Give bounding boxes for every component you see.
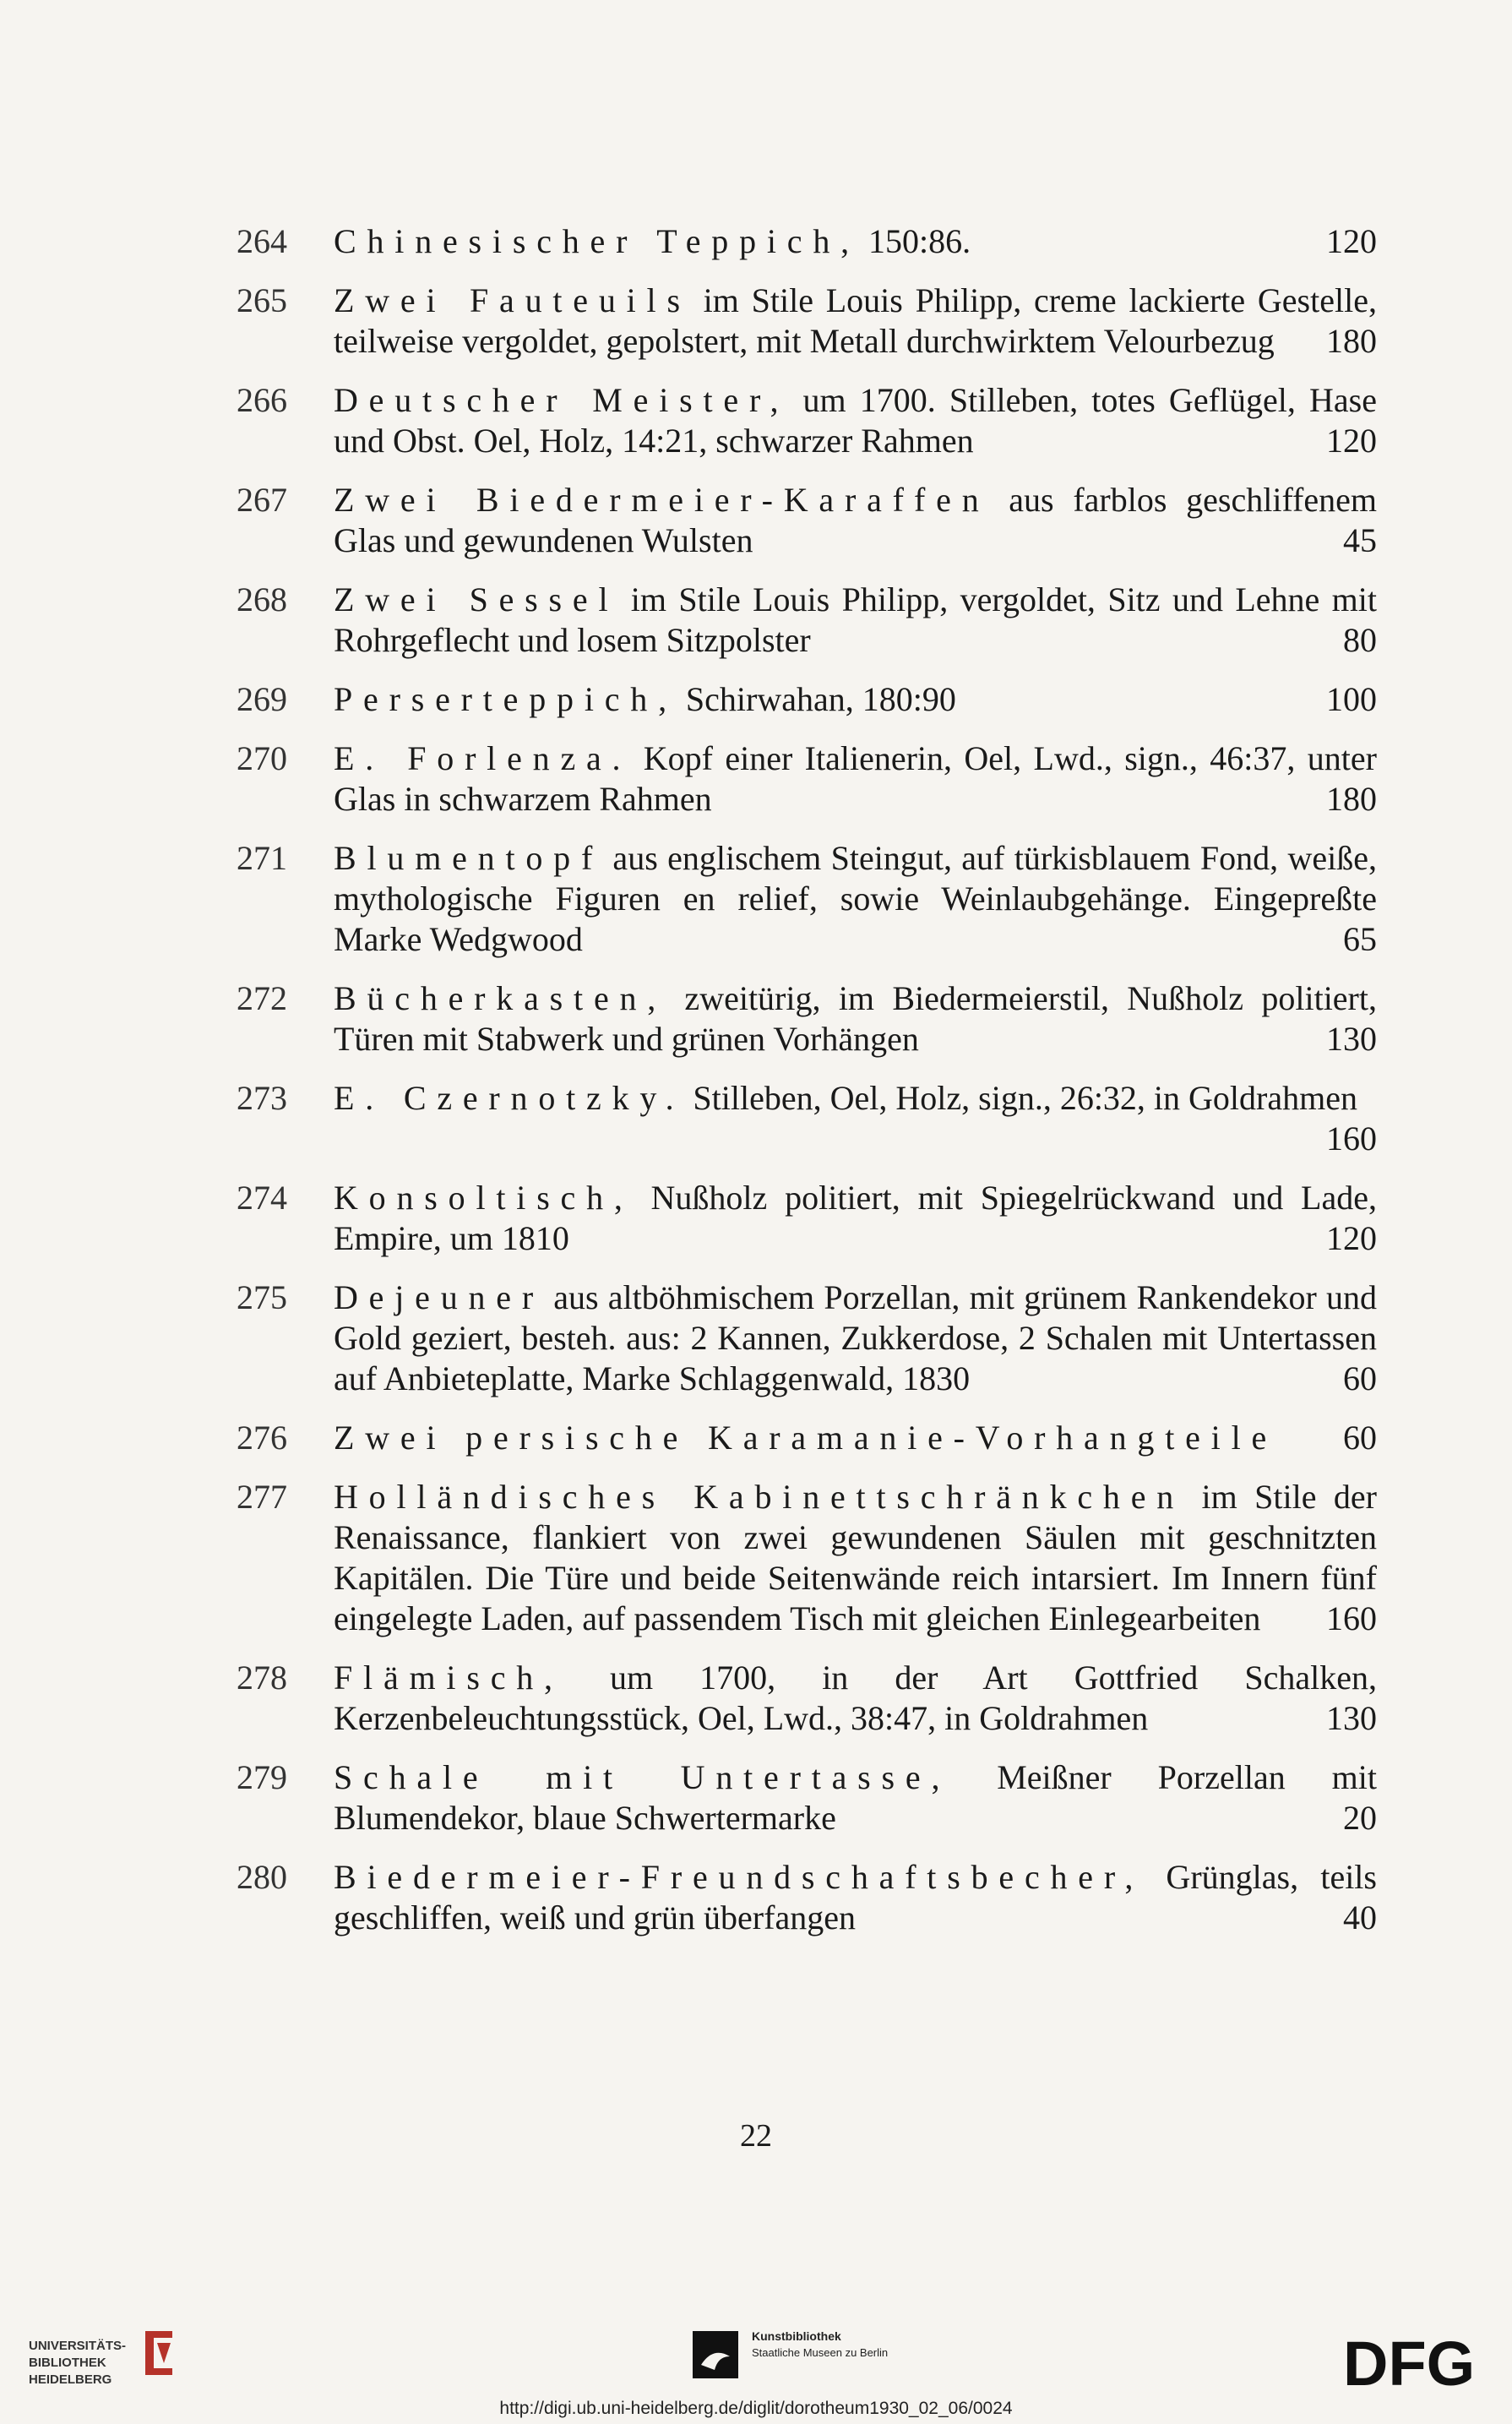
lot-text: Meißner Porzellan mit Blumendekor, blaue Schwertermarke	[334, 1758, 1378, 1837]
lot-number: 269	[237, 680, 287, 718]
lot-number: 267	[237, 481, 287, 519]
lot-description	[334, 1078, 1377, 1159]
lot-title: Dejeuner	[334, 1278, 544, 1316]
lot-text: Schirwahan, 180:90	[677, 680, 956, 718]
lot-text: 150:86.	[859, 222, 971, 260]
lot-price: 180	[1326, 322, 1377, 360]
lot-title: E. Forlenza.	[334, 739, 632, 777]
lot-price: 180	[1326, 780, 1377, 818]
lot-price: 45	[1343, 521, 1377, 559]
catalog-entry	[237, 1277, 1377, 1399]
lot-text: aus englischem Steingut, auf türkisblauem Fond, weiße, mythologische Figuren en relief, sowie Weinlaubgehänge. Eingepreßte Marke Wedgwood	[334, 839, 1377, 958]
catalog-entry	[237, 738, 1377, 820]
lot-text: aus altböhmischem Porzellan, mit grünem Rankendekor und Gold geziert, besteh. aus: 2 Kannen, Zukkerdose, 2 Schalen mit Untertassen auf Anbieteplatte, Marke Schlaggenwald, 1830	[334, 1278, 1377, 1397]
lot-description	[334, 1277, 1377, 1399]
lot-text: Kopf einer Italienerin, Oel, Lwd., sign., 46:37, unter Glas in schwarzem Rahmen	[334, 739, 1377, 818]
lot-text: um 1700. Stilleben, totes Geflügel, Hase und Obst. Oel, Holz, 14:21, schwarzer Rahmen	[334, 381, 1377, 460]
lot-description	[334, 1477, 1377, 1639]
lot-number: 279	[237, 1758, 287, 1796]
lot-price: 120	[1326, 1219, 1377, 1257]
lot-description	[334, 480, 1377, 561]
catalog-entry	[237, 380, 1377, 461]
lot-text: im Stile der Renaissance, flankiert von zwei gewundenen Säulen mit geschnitzten Kapitälen. Die Türe und beide Seitenwände reich intarsiert. Im Innern fünf eingelegte Laden, auf passendem Tisch mit gleichen Einlegearbeiten	[334, 1478, 1377, 1637]
lot-text: aus farblos geschliffenem Glas und gewundenen Wulsten	[334, 481, 1377, 559]
lot-number: 278	[237, 1659, 287, 1697]
catalog-entry	[237, 221, 1377, 262]
lot-description	[334, 1418, 1377, 1458]
catalog-entry	[237, 838, 1377, 960]
catalog-entry	[237, 1178, 1377, 1259]
lot-number: 268	[237, 580, 287, 618]
lot-description	[334, 380, 1377, 461]
lot-price: 60	[1343, 1359, 1377, 1397]
lot-title: Deutscher Meister,	[334, 381, 790, 419]
catalog-entry	[237, 1418, 1377, 1458]
lot-title: Chinesischer Teppich,	[334, 222, 860, 260]
lot-text: Grünglas, teils geschliffen, weiß und grün überfangen	[334, 1858, 1377, 1936]
catalog-entry	[237, 1078, 1377, 1159]
catalog-entry	[237, 580, 1377, 661]
lot-price: 130	[1326, 1020, 1377, 1058]
lot-text: im Stile Louis Philipp, vergoldet, Sitz und Lehne mit Rohrgeflecht und losem Sitzpolster	[334, 580, 1377, 659]
lot-title: Zwei Biedermeier-Karaffen	[334, 481, 990, 519]
svg-text:DFG: DFG	[1343, 2334, 1476, 2394]
lot-description	[334, 1658, 1377, 1739]
kunstbibliothek-logo-icon	[693, 2331, 738, 2378]
lot-description	[334, 738, 1377, 820]
lot-description	[334, 679, 1377, 720]
university-library-name: UNIVERSITÄTS- BIBLIOTHEK HEIDELBERG	[29, 2339, 127, 2387]
lot-price: 160	[1326, 1119, 1377, 1158]
lot-title: Zwei Sessel	[334, 580, 619, 618]
lot-number: 270	[237, 739, 287, 777]
catalog-entry	[237, 480, 1377, 561]
lot-number: 274	[237, 1179, 287, 1217]
lot-price: 80	[1343, 621, 1377, 659]
lot-text: Nußholz politiert, mit Spiegelrückwand und Lade, Empire, um 1810	[334, 1179, 1377, 1257]
lot-title: E. Czernotzky.	[334, 1079, 685, 1117]
lot-description	[334, 281, 1377, 362]
catalog-entry	[237, 1477, 1377, 1639]
page-number: 22	[740, 2118, 772, 2154]
lot-description	[334, 1857, 1377, 1938]
lot-description	[334, 838, 1377, 960]
lot-price: 65	[1343, 920, 1377, 958]
lot-number: 275	[237, 1278, 287, 1316]
kunstbibliothek-name: Kunstbibliothek Staatliche Museen zu Berlin	[752, 2329, 889, 2359]
lot-number: 277	[237, 1478, 287, 1516]
lot-title: Blumentopf	[334, 839, 604, 877]
catalog-entry	[237, 978, 1377, 1059]
lot-description	[334, 1178, 1377, 1259]
lot-price: 160	[1326, 1599, 1377, 1637]
lot-title: Bücherkasten,	[334, 979, 667, 1017]
lot-number: 280	[237, 1858, 287, 1896]
lot-description	[334, 580, 1377, 661]
lot-text: zweitürig, im Biedermeierstil, Nußholz politiert, Türen mit Stabwerk und grünen Vorhängen	[334, 979, 1377, 1058]
lot-description	[334, 1757, 1377, 1838]
lot-number: 265	[237, 281, 287, 319]
lot-number: 272	[237, 979, 287, 1017]
lot-title: Perserteppich,	[334, 680, 677, 718]
catalog-entries	[237, 221, 1377, 1957]
lot-price: 120	[1326, 222, 1377, 260]
lot-number: 271	[237, 839, 287, 877]
catalog-entry	[237, 679, 1377, 720]
lot-price: 20	[1343, 1799, 1377, 1837]
lot-title: Zwei Fauteuils	[334, 281, 691, 319]
university-logo-icon	[139, 2328, 181, 2378]
lot-number: 276	[237, 1419, 287, 1457]
lot-title: Konsoltisch,	[334, 1179, 634, 1217]
lot-number: 273	[237, 1079, 287, 1117]
lot-title: Holländisches Kabinettschränkchen	[334, 1478, 1185, 1516]
footer	[0, 2311, 1512, 2424]
lot-price: 100	[1326, 680, 1377, 718]
lot-price: 40	[1343, 1898, 1377, 1936]
lot-text: im Stile Louis Philipp, creme lackierte Gestelle, teilweise vergoldet, gepolstert, mit Metall durchwirktem Velourbezug	[334, 281, 1377, 360]
lot-price: 120	[1326, 422, 1377, 460]
lot-title: Schale mit Untertasse,	[334, 1758, 951, 1796]
catalog-entry	[237, 1857, 1377, 1938]
lot-title: Flämisch,	[334, 1659, 563, 1697]
source-url[interactable]: http://digi.ub.uni-heidelberg.de/diglit/dorotheum1930_02_06/0024	[499, 2399, 1013, 2418]
lot-text: Stilleben, Oel, Holz, sign., 26:32, in Goldrahmen	[684, 1079, 1357, 1117]
dfg-logo	[1343, 2334, 1495, 2394]
catalog-entry	[237, 281, 1377, 362]
lot-title: Zwei persische Karamanie-Vorhangteile	[334, 1419, 1278, 1457]
lot-title: Biedermeier-Freundschaftsbecher,	[334, 1858, 1145, 1896]
lot-price: 130	[1326, 1699, 1377, 1737]
lot-number: 264	[237, 222, 287, 260]
lot-text: um 1700, in der Art Gottfried Schalken, Kerzenbeleuchtungsstück, Oel, Lwd., 38:47, in Goldrahmen	[334, 1659, 1377, 1737]
catalog-entry	[237, 1658, 1377, 1739]
catalog-entry	[237, 1757, 1377, 1838]
lot-price: 60	[1343, 1419, 1377, 1457]
lot-description	[334, 221, 1377, 262]
lot-description	[334, 978, 1377, 1059]
lot-number: 266	[237, 381, 287, 419]
